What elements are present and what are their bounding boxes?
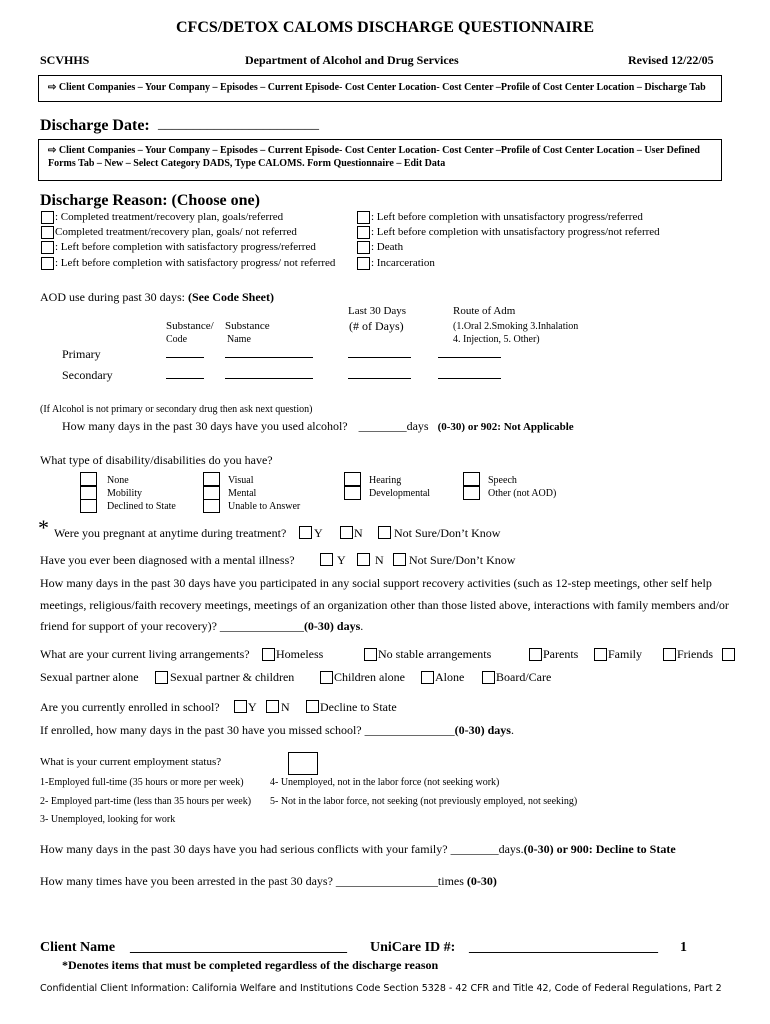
col-route: Route of Adm [453,305,516,317]
unicare-id-label: UniCare ID #: [370,940,456,955]
client-name-label: Client Name [40,940,116,955]
reason-checkbox-5[interactable] [357,211,370,224]
school-n-label: N [281,700,290,714]
mental-y-checkbox[interactable] [320,553,333,566]
disability-declined-checkbox[interactable] [80,499,97,513]
primary-name-field[interactable] [225,357,313,358]
reason-checkbox-2[interactable] [41,226,54,239]
school-y-checkbox[interactable] [234,700,247,713]
disability-hearing-checkbox[interactable] [344,472,361,486]
disability-mental-checkbox[interactable] [203,486,220,500]
school-decline-label: Decline to State [320,700,397,714]
pregnant-y-checkbox[interactable] [299,526,312,539]
reason-checkbox-6[interactable] [357,226,370,239]
disability-other: Other (not AOD) [488,488,557,499]
reason-label-2: Completed treatment/recovery plan, goals/ not referred [55,226,297,238]
disability-none-checkbox[interactable] [80,472,97,486]
primary-route-field[interactable] [438,357,501,358]
family-conflict-question: How many days in the past 30 days have you had serious conflicts with your family? ________days.(0-30) or 900: Decline to State [40,842,676,856]
aod-label: AOD use during past 30 days: (See Code Sheet) [40,290,274,304]
living-extra-checkbox[interactable] [722,648,735,661]
reason-checkbox-8[interactable] [357,257,370,270]
pregnant-notsure-label: Not Sure/Don’t Know [394,526,501,540]
arrow-right-icon: ⇨ [48,82,57,93]
col-last30-a: Last 30 Days [348,305,407,317]
reason-label-3: : Left before completion with satisfactory progress/referred [55,241,316,253]
required-star: * [38,515,49,540]
living-parents: Parents [543,647,579,661]
reason-checkbox-4[interactable] [41,257,54,270]
disability-question: What type of disability/disabilities do you have? [40,453,273,467]
client-name-field[interactable]: _______________________________ [130,940,347,955]
col-sub-a: Substance/ [166,320,214,332]
disability-hearing: Hearing [369,475,402,486]
school-y-label: Y [248,700,257,714]
alcohol-note: (If Alcohol is not primary or secondary drug then ask next question) [40,404,313,415]
living-homeless-checkbox[interactable] [262,648,275,661]
mental-notsure-checkbox[interactable] [393,553,406,566]
alcohol-days-field[interactable]: ________days [358,419,429,433]
col-name: Name [227,334,251,345]
reason-label-5: : Left before completion with unsatisfactory progress/referred [371,211,643,223]
disability-speech-checkbox[interactable] [463,472,480,486]
reason-label-1: : Completed treatment/recovery plan, goals/referred [55,211,284,223]
employment-status-field[interactable] [288,752,318,775]
disability-developmental-checkbox[interactable] [344,486,361,500]
pregnant-question: Were you pregnant at anytime during treatment? [54,526,287,540]
alcohol-question: How many days in the past 30 days have you used alcohol? ________days (0-30) or 902: Not Applicable [62,419,574,433]
mental-n-checkbox[interactable] [357,553,370,566]
school-missed-question: If enrolled, how many days in the past 30 have you missed school? _______________(0-30) days. [40,723,514,737]
school-question: Are you currently enrolled in school? [40,700,220,714]
reason-checkbox-7[interactable] [357,241,370,254]
secondary-days-field[interactable] [348,378,411,379]
disability-visual: Visual [228,475,254,486]
col-route-a: (1.Oral 2.Smoking 3.Inhalation [453,321,579,332]
mental-y-label: Y [337,553,346,567]
disability-developmental: Developmental [369,488,431,499]
disability-mental: Mental [228,488,257,499]
mental-n-label: N [375,553,384,567]
unicare-id-field[interactable]: ___________________________ [469,940,658,955]
row-primary-label: Primary [62,347,101,361]
confidential-notice: Confidential Client Information: California Welfare and Institutions Code Section 5328 - 42 CFR and Title 42, Code of Federal Regulations, Part 2 [40,983,722,994]
secondary-code-field[interactable] [166,378,204,379]
support-question-line3: friend for support of your recovery)? ______________(0-30) days. [40,619,364,633]
living-family-checkbox[interactable] [594,648,607,661]
col-code: Code [166,334,188,345]
living-family: Family [608,647,643,661]
disability-unable-checkbox[interactable] [203,499,220,513]
page-number: 1 [680,940,687,955]
nav-path-1 [48,82,706,93]
org-name: SCVHHS [40,53,90,67]
discharge-date-label: Discharge Date: [40,117,150,134]
reason-label-8: : Incarceration [371,257,435,269]
living-question: What are your current living arrangements? [40,647,250,661]
primary-code-field[interactable] [166,357,204,358]
living-sexual-alone-checkbox[interactable] [155,671,168,684]
col-route-b: 4. Injection, 5. Other) [453,334,540,345]
employment-opt3: 3- Unemployed, looking for work [40,814,176,825]
nav-path-2-line1: ⇨ Client Companies – Your Company – Episodes – Current Episode- Cost Center Location- Cost Center –Profile of Cost Center Location – User Defined [48,145,700,156]
reason-label-7: : Death [371,241,404,253]
disability-speech: Speech [488,475,517,486]
living-parents-checkbox[interactable] [529,648,542,661]
disability-visual-checkbox[interactable] [203,472,220,486]
living-alone-checkbox[interactable] [482,671,495,684]
living-sexual-children: Sexual partner & children [170,670,295,684]
nav-path-2-line2: Forms Tab – New – Select Category DADS, Type CALOMS. Form Questionnaire – Edit Data [48,158,446,169]
living-friends: Friends [677,647,713,661]
department-name: Department of Alcohol and Drug Services [245,53,459,67]
secondary-route-field[interactable] [438,378,501,379]
living-children-alone-checkbox[interactable] [421,671,434,684]
employment-opt4: 4- Unemployed, not in the labor force (not seeking work) [270,777,500,788]
living-alone: Alone [435,670,465,684]
arrow-right-icon: ⇨ [48,145,57,156]
row-secondary-label: Secondary [62,368,113,382]
employment-question: What is your current employment status? [40,756,222,768]
primary-days-field[interactable] [348,357,411,358]
mental-notsure-label: Not Sure/Don’t Know [409,553,516,567]
living-board-care: Board/Care [496,670,552,684]
living-friends-checkbox[interactable] [663,648,676,661]
living-homeless: Homeless [276,647,324,661]
disability-other-checkbox[interactable] [463,486,480,500]
disability-mobility-checkbox[interactable] [80,486,97,500]
pregnant-notsure-checkbox[interactable] [378,526,391,539]
disability-unable: Unable to Answer [228,501,301,512]
living-nostable-checkbox[interactable] [364,648,377,661]
school-n-checkbox[interactable] [266,700,279,713]
employment-opt5: 5- Not in the labor force, not seeking (not previously employed, not seeking) [270,796,578,807]
arrested-question: How many times have you been arrested in the past 30 days? _________________times (0-30) [40,874,497,888]
required-note: *Denotes items that must be completed regardless of the discharge reason [62,958,439,972]
pregnant-n-label: N [354,526,363,540]
living-nostable: No stable arrangements [378,647,492,661]
form-title: CFCS/DETOX CALOMS DISCHARGE QUESTIONNAIRE [176,19,594,36]
living-children-alone: Children alone [334,670,405,684]
pregnant-y-label: Y [314,526,323,540]
disability-declined: Declined to State [107,501,176,512]
reason-label-6: : Left before completion with unsatisfactory progress/not referred [371,226,660,238]
disability-none: None [107,475,129,486]
employment-opt1: 1-Employed full-time (35 hours or more per week) [40,777,244,788]
school-decline-checkbox[interactable] [306,700,319,713]
living-sexual-children-checkbox[interactable] [320,671,333,684]
nav-path-1-text: Client Companies – Your Company – Episodes – Current Episode- Cost Center Location- Cost Center –Profile of Cost Center Location – Discharge Tab [58,82,706,93]
secondary-name-field[interactable] [225,378,313,379]
col-sub-b: Substance [225,320,270,332]
employment-opt2: 2- Employed part-time (less than 35 hours per week) [40,796,252,807]
reason-checkbox-3[interactable] [41,241,54,254]
reason-label-4: : Left before completion with satisfactory progress/ not referred [55,257,336,269]
mental-question: Have you ever been diagnosed with a mental illness? [40,553,295,567]
support-question-line2: meetings, religious/faith recovery meetings, meetings of an organization other than those listed above, interactions with family members and/or [40,598,729,612]
discharge-date-field[interactable]: _______________________ [158,117,319,132]
support-question-line1: How many days in the past 30 days have you participated in any social support recovery activities (such as 12-step meetings, other self help [40,576,712,590]
discharge-reason-heading: Discharge Reason: (Choose one) [40,192,260,209]
disability-mobility: Mobility [107,488,143,499]
revised-date: Revised 12/22/05 [628,53,714,67]
pregnant-n-checkbox[interactable] [340,526,353,539]
living-sexual-partner-alone: Sexual partner alone [40,670,139,684]
reason-checkbox-1[interactable] [41,211,54,224]
col-last30-b: (# of Days) [349,319,404,333]
